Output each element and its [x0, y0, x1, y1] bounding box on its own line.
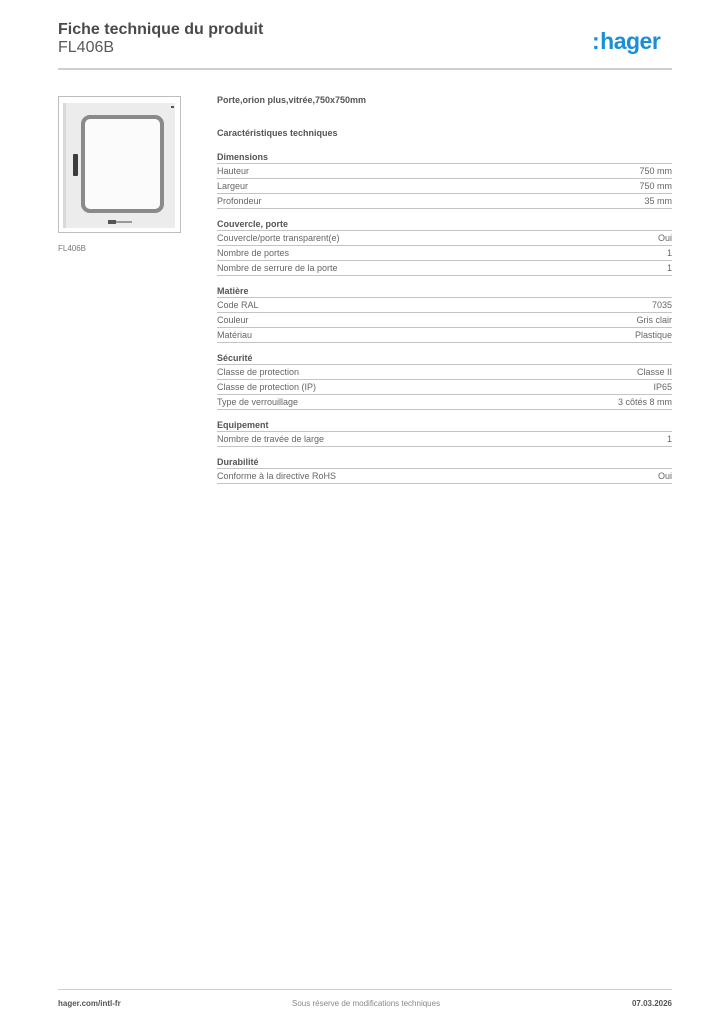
spec-label: Classe de protection (IP) [217, 382, 317, 392]
spec-value: Oui [657, 471, 672, 481]
header-divider [58, 68, 672, 70]
spec-content [217, 95, 672, 493]
door-key-icon [108, 221, 132, 223]
spec-row [217, 261, 672, 276]
spec-row [217, 313, 672, 328]
spec-value: Gris clair [636, 315, 672, 325]
spec-value: IP65 [653, 382, 672, 392]
door-illustration [63, 103, 175, 228]
spec-value: 750 mm [639, 181, 672, 191]
spec-group-equipment [217, 419, 672, 447]
spec-label: Nombre de serrure de la porte [217, 263, 338, 273]
door-handle-icon [73, 154, 78, 176]
spec-value: 1 [666, 248, 672, 258]
spec-label: Nombre de portes [217, 248, 290, 258]
spec-label: Nombre de travée de large [217, 434, 325, 444]
product-description: Porte,orion plus,vitrée,750x750mm [217, 95, 367, 105]
door-window [81, 115, 164, 213]
spec-value: 1 [666, 263, 672, 273]
spec-label: Matériau [217, 330, 253, 340]
spec-row [217, 231, 672, 246]
product-code: FL406B [58, 39, 115, 56]
group-title: Sécurité [217, 352, 672, 365]
spec-group-dimensions [217, 151, 672, 209]
group-title: Couvercle, porte [217, 218, 672, 231]
spec-value: Plastique [634, 330, 672, 340]
spec-row [217, 432, 672, 447]
group-title: Dimensions [217, 151, 672, 164]
spec-row [217, 380, 672, 395]
spec-label: Conforme à la directive RoHS [217, 471, 337, 481]
spec-label: Couvercle/porte transparent(e) [217, 233, 340, 243]
image-caption: FL406B [58, 244, 87, 253]
spec-row [217, 179, 672, 194]
spec-label: Largeur [217, 181, 249, 191]
group-title: Matière [217, 285, 672, 298]
section-heading: Caractéristiques techniques [217, 128, 338, 138]
spec-label: Hauteur [217, 166, 250, 176]
footer-website-link[interactable]: hager.com/intl-fr [58, 999, 121, 1008]
spec-value: Classe II [636, 367, 672, 377]
hager-logo: :hager [592, 28, 661, 54]
spec-value: 35 mm [644, 196, 672, 206]
product-image [58, 96, 181, 233]
spec-label: Type de verrouillage [217, 397, 299, 407]
page-title: Fiche technique du produit [58, 21, 264, 38]
spec-value: 1 [666, 434, 672, 444]
spec-group-security [217, 352, 672, 410]
spec-row [217, 395, 672, 410]
spec-label: Couleur [217, 315, 249, 325]
spec-row [217, 328, 672, 343]
spec-group-durability [217, 456, 672, 484]
group-title: Durabilité [217, 456, 672, 469]
spec-row [217, 164, 672, 179]
spec-row [217, 246, 672, 261]
spec-label: Code RAL [217, 300, 259, 310]
spec-group-cover-door [217, 218, 672, 276]
footer-divider [58, 989, 672, 990]
spec-label: Profondeur [217, 196, 262, 206]
group-title: Equipement [217, 419, 672, 432]
door-screw-icon [171, 106, 174, 108]
spec-row [217, 194, 672, 209]
spec-value: 750 mm [639, 166, 672, 176]
spec-value: 7035 [651, 300, 672, 310]
spec-value: Oui [657, 233, 672, 243]
spec-value: 3 côtés 8 mm [617, 397, 672, 407]
spec-label: Classe de protection [217, 367, 300, 377]
footer-date: 07.03.2026 [631, 999, 672, 1008]
spec-row [217, 298, 672, 313]
logo-colon-icon: : [592, 28, 600, 54]
spec-row [217, 469, 672, 484]
footer-disclaimer: Sous réserve de modifications techniques [292, 999, 441, 1008]
spec-row [217, 365, 672, 380]
spec-group-material [217, 285, 672, 343]
